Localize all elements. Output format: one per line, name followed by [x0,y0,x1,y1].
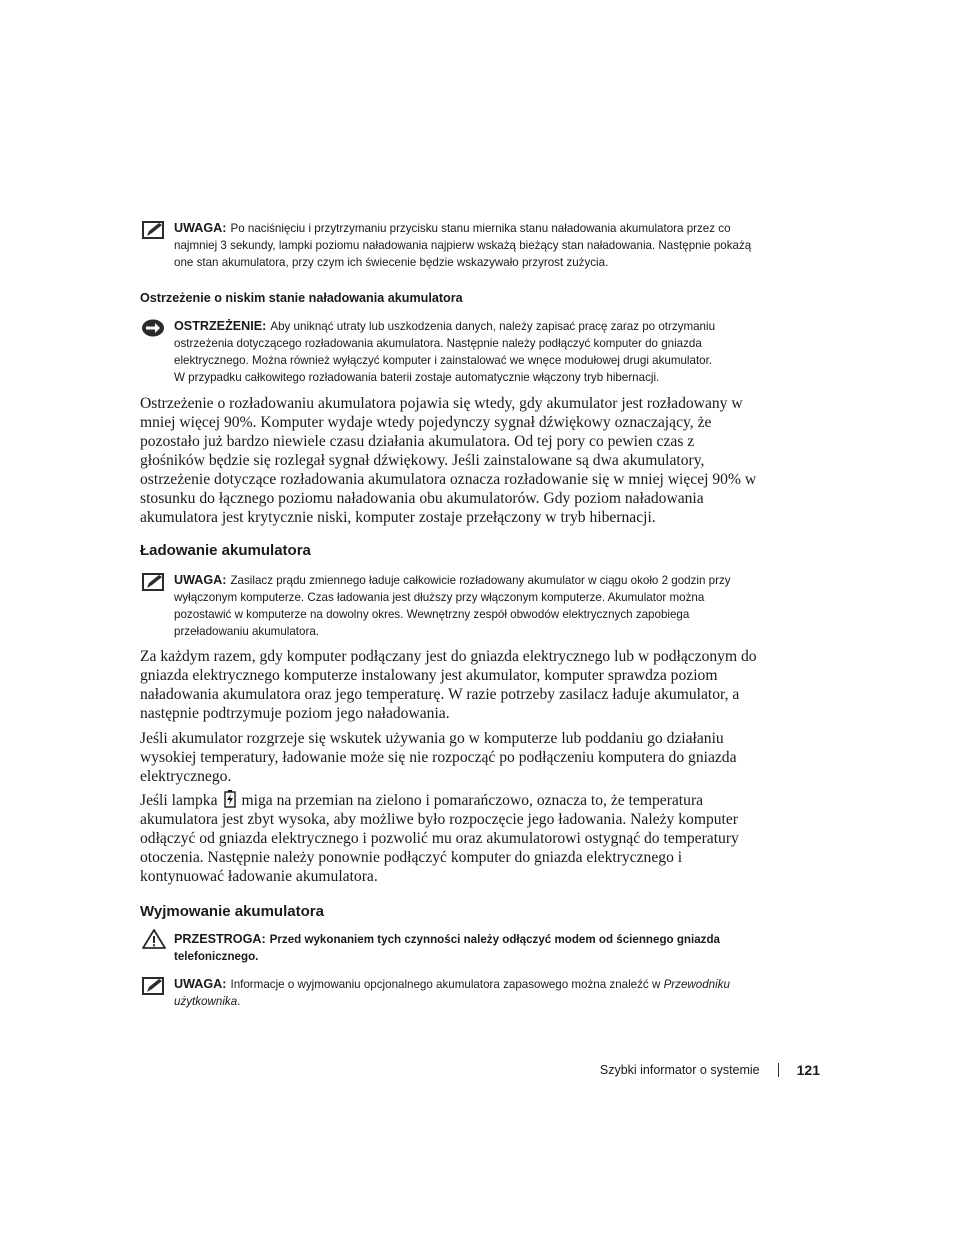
note-text: Po naciśnięciu i przytrzymaniu przycisku stanu miernika stanu naładowania akumulatora przez co najmniej 3 sekundy, lampki poziomu naładowania najpierw wskażą bieżący stan naładowania. Następnie pokażą one stan akumulatora, przy czym ich świecenie będzie wskazywało przyrost zużycia. [174,222,752,269]
heading-removing: Wyjmowanie akumulatora [140,903,324,920]
notice-ostrzezenie [142,318,762,386]
paragraph-low-battery: Ostrzeżenie o rozładowaniu akumulatora pojawia się wtedy, gdy akumulator jest rozładowany w mniej więcej 90%. Komputer wydaje wtedy pojedynczy sygnał dźwiękowy oznaczający, że pozostało już bardzo niewiele czasu działania akumulatora. Od tej pory co pewien czas z głośników będzie się rozlegał sygnał dźwiękowy. Jeśli zainstalowane są dwa akumulatory, ostrzeżenie dotyczące rozładowania akumulatora oznacza rozładowanie się w mniej więcej 90% w stosunku do łącznego poziomu naładowania obu akumulatorów. Gdy poziom naładowania akumulatora jest krytycznie niski, komputer zostaje przełączony w tryb hibernacji. [140,395,757,526]
heading-charging: Ładowanie akumulatora [140,542,311,559]
note-text: Informacje o wyjmowaniu opcjonalnego akumulatora zapasowego można znaleźć w [230,978,661,991]
note-pencil-icon [142,977,164,995]
note-italic-reference: Przewodniku użytkownika [174,978,730,1008]
paragraph-text-before: Jeśli lampka [140,792,218,809]
caution-text: Przed wykonaniem tych czynności należy odłączyć modem od ściennego gniazda telefonicznego. [174,933,721,963]
paragraph-charging-3 [140,790,760,886]
subheading-low-battery: Ostrzeżenie o niskim stanie naładowania akumulatora [140,291,463,305]
notice-arrow-icon [142,319,164,337]
notice-text: Aby uniknąć utraty lub uszkodzenia danych, należy zapisać pracę zaraz po otrzymaniu ostrzeżenia dotyczącego rozładowania akumulatora. Następnie należy podłączyć komputer do gniazda elektrycznego. Można również wyłączyć komputer i zainstalować we wnęce modułowej drugi akumulator. [174,320,716,367]
notice-text-line2: W przypadku całkowitego rozładowania baterii zostaje automatycznie włączony tryb hibernacji. [174,371,660,384]
paragraph-charging-1: Za każdym razem, gdy komputer podłączany jest do gniazda elektrycznego lub w podłączonym do gniazda elektrycznego komputerze instalowany jest akumulator, komputer sprawdza poziom naładowania akumulatora oraz jego temperaturę. W razie potrzeby zasilacz ładuje akumulator, a następnie podtrzymuje poziom jego naładowania. [140,648,757,722]
note-label: UWAGA: [174,573,227,587]
note-label: UWAGA: [174,977,227,991]
note-text-end: . [237,995,241,1008]
note-pencil-icon [142,221,164,239]
footer-divider [778,1063,779,1077]
note-pencil-icon [142,573,164,591]
battery-lamp-icon [224,790,236,808]
caution-label: PRZESTROGA: [174,932,266,946]
note-uwaga-1 [142,220,762,271]
note-uwaga-2 [142,572,762,640]
notice-label: OSTRZEŻENIE: [174,319,267,333]
note-uwaga-3 [142,976,762,1010]
page-footer [600,1062,820,1078]
caution-przestroga [142,931,762,965]
note-text: Zasilacz prądu zmiennego ładuje całkowicie rozładowany akumulator w ciągu około 2 godzin przy wyłączonym komputerze. Czas ładowania jest dłuższy przy włączonym komputerze. Akumulator można pozostawić w komputerze na dowolny okres. Wewnętrzny zespół obwodów elektrycznych zapobiega przeładowaniu akumulatora. [174,574,731,638]
paragraph-text-after: miga na przemian na zielono i pomarańczowo, oznacza to, że temperatura akumulatora jest zbyt wysoka, aby możliwe było rozpoczęcie jego ładowania. Należy komputer odłączyć od gniazda elektrycznego i pozwolić mu oraz akumulatorowi ostygnąć do temperatury otoczenia. Następnie należy ponownie podłączyć komputer do gniazda elektrycznego i kontynuować ładowanie akumulatora. [140,792,739,885]
footer-title: Szybki informator o systemie [599,1063,760,1077]
paragraph-charging-2: Jeśli akumulator rozgrzeje się wskutek używania go w komputerze lub poddaniu go działaniu wysokiej temperatury, ładowanie może się nie rozpocząć po podłączeniu komputera do gniazda elektrycznego. [140,730,737,785]
note-label: UWAGA: [174,221,227,235]
caution-triangle-icon [142,929,166,949]
page-number: 121 [796,1062,820,1078]
